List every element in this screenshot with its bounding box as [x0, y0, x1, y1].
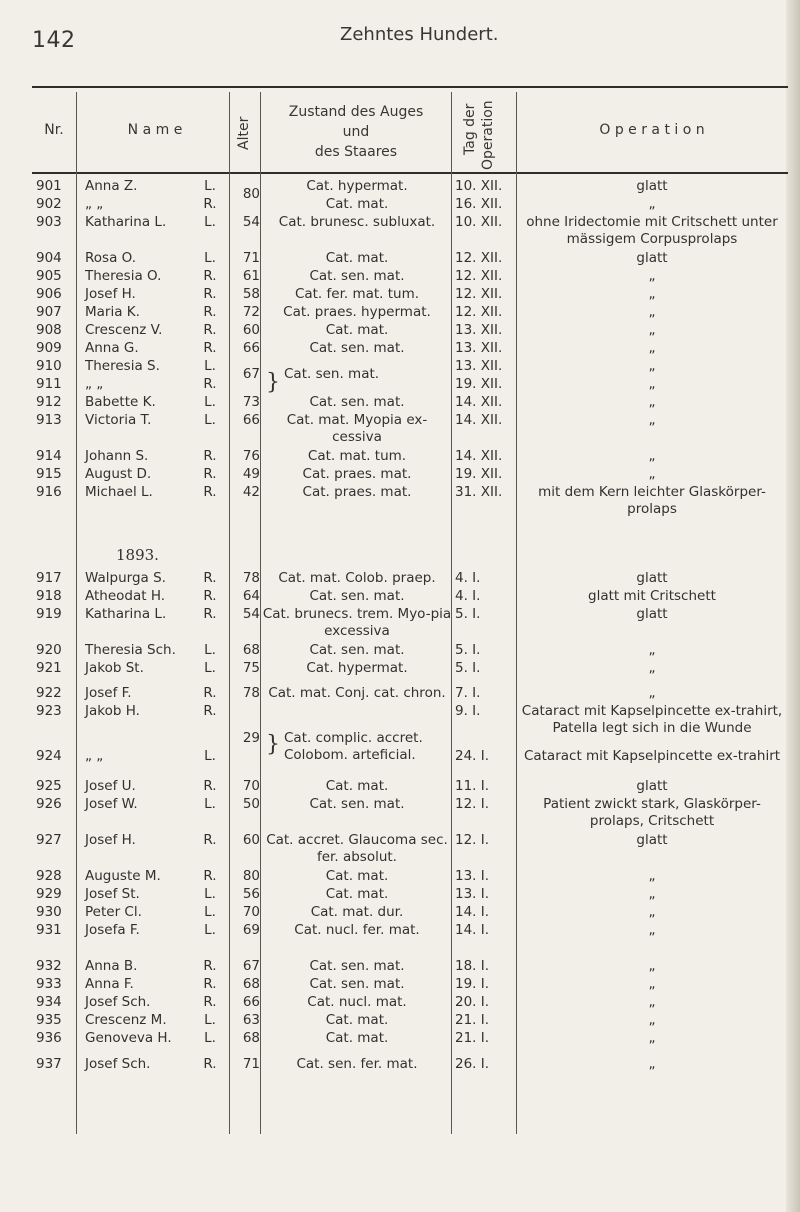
row-number: 907 — [36, 304, 62, 320]
eye-condition: Cat. mat. tum. — [307, 448, 407, 464]
row-number: 905 — [36, 268, 62, 284]
patient-name: Josef H. — [85, 286, 136, 302]
operation-date: 31. XII. — [455, 484, 503, 500]
patient-name: Theresia O. — [85, 268, 162, 284]
patient-name: Crescenz V. — [85, 322, 163, 338]
patient-age: 78 — [242, 685, 260, 701]
operation-date: 14. I. — [455, 922, 490, 938]
patient-age: 60 — [242, 322, 260, 338]
operation-result: „ — [648, 868, 656, 884]
row-number: 913 — [36, 412, 62, 428]
operation-date: 20. I. — [455, 994, 490, 1010]
col-header-date-line2: Operation — [480, 100, 496, 170]
eye-condition: Cat. mat. Conj. cat. chron. — [268, 685, 446, 701]
operation-date: 12. I. — [455, 796, 490, 812]
eye-side: L. — [204, 796, 216, 812]
patient-age: 58 — [242, 286, 260, 302]
patient-age: 71 — [242, 1056, 260, 1072]
eye-condition: Cat. mat. Colob. praep. — [278, 570, 436, 586]
eye-condition: Cat. sen. mat. — [309, 976, 405, 992]
col-header-state-line1: Zustand des Auges — [288, 104, 424, 120]
patient-age: 75 — [242, 660, 260, 676]
column-divider — [229, 92, 230, 1134]
row-number: 926 — [36, 796, 62, 812]
patient-age: 73 — [242, 394, 260, 410]
patient-name: Michael L. — [85, 484, 153, 500]
row-number: 923 — [36, 703, 62, 719]
operation-date: 14. XII. — [455, 448, 503, 464]
operation-date: 19. I. — [455, 976, 490, 992]
row-number: 921 — [36, 660, 62, 676]
row-number: 924 — [36, 748, 62, 764]
patient-age: 66 — [242, 994, 260, 1010]
row-number: 922 — [36, 685, 62, 701]
eye-condition: Cat. nucl. fer. mat. — [294, 922, 420, 938]
patient-name: Walpurga S. — [85, 570, 166, 586]
eye-condition: Cat. nucl. mat. — [307, 994, 407, 1010]
top-rule — [32, 86, 788, 88]
eye-side: R. — [203, 868, 217, 884]
eye-side: L. — [204, 748, 216, 764]
eye-condition: Cat. mat. — [325, 322, 389, 338]
eye-condition: Cat. sen. mat. — [309, 642, 405, 658]
operation-result: glatt — [636, 606, 668, 622]
eye-side: L. — [204, 1030, 216, 1046]
eye-side: L. — [204, 922, 216, 938]
operation-result: „ — [648, 268, 656, 284]
eye-side: R. — [203, 570, 217, 586]
operation-result: Cataract mit Kapselpincette ex-trahirt, Patella legt sich in die Wunde — [521, 703, 783, 736]
operation-result: „ — [648, 685, 656, 701]
patient-age: 67 — [242, 366, 260, 382]
row-number: 931 — [36, 922, 62, 938]
operation-result: „ — [648, 394, 656, 410]
eye-side: L. — [204, 178, 216, 194]
row-number: 906 — [36, 286, 62, 302]
operation-result: mit dem Kern leichter Glaskörper-prolaps — [538, 484, 766, 517]
patient-name: August D. — [85, 466, 152, 482]
eye-side: L. — [204, 394, 216, 410]
patient-age: 66 — [242, 412, 260, 428]
patient-name: Theresia S. — [85, 358, 160, 374]
patient-name: Josef Sch. — [85, 1056, 151, 1072]
eye-side: R. — [203, 322, 217, 338]
patient-name: Theresia Sch. — [85, 642, 176, 658]
operation-date: 13. XII. — [455, 358, 503, 374]
eye-side: R. — [203, 286, 217, 302]
patient-name: „ „ — [85, 748, 104, 764]
patient-age: 54 — [242, 606, 260, 622]
eye-condition: Cat. mat. — [325, 196, 389, 212]
operation-result: glatt — [636, 250, 668, 266]
patient-age: 76 — [242, 448, 260, 464]
brace: } — [266, 732, 280, 757]
eye-side: R. — [203, 268, 217, 284]
operation-result: „ — [648, 196, 656, 212]
operation-date: 12. XII. — [455, 250, 503, 266]
operation-result: „ — [648, 412, 656, 428]
col-header-nr: Nr. — [44, 122, 64, 138]
eye-side: R. — [203, 976, 217, 992]
patient-name: Josef U. — [85, 778, 136, 794]
eye-condition: Cat. hypermat. — [306, 178, 408, 194]
row-number: 908 — [36, 322, 62, 338]
row-number: 916 — [36, 484, 62, 500]
patient-age: 80 — [242, 186, 260, 202]
eye-side: R. — [203, 466, 217, 482]
operation-result: „ — [648, 660, 656, 676]
patient-age: 50 — [242, 796, 260, 812]
operation-date: 13. XII. — [455, 322, 503, 338]
operation-result: „ — [648, 1056, 656, 1072]
eye-side: R. — [203, 703, 217, 719]
operation-result: „ — [648, 466, 656, 482]
patient-name: Josef Sch. — [85, 994, 151, 1010]
operation-date: 12. XII. — [455, 304, 503, 320]
col-header-age: Alter — [236, 116, 252, 150]
operation-result: „ — [648, 922, 656, 938]
operation-date: 5. I. — [455, 660, 481, 676]
patient-age: 70 — [242, 904, 260, 920]
operation-date: 11. I. — [455, 778, 490, 794]
patient-age: 63 — [242, 1012, 260, 1028]
operation-date: 14. XII. — [455, 394, 503, 410]
row-number: 918 — [36, 588, 62, 604]
patient-name: Josefa F. — [85, 922, 140, 938]
column-divider — [76, 92, 77, 1134]
operation-date: 24. I. — [455, 748, 490, 764]
patient-age: 29 — [242, 730, 260, 746]
row-number: 902 — [36, 196, 62, 212]
row-number: 925 — [36, 778, 62, 794]
eye-side: L. — [204, 358, 216, 374]
eye-side: L. — [204, 412, 216, 428]
row-number: 904 — [36, 250, 62, 266]
row-number: 920 — [36, 642, 62, 658]
patient-age: 72 — [242, 304, 260, 320]
row-number: 912 — [36, 394, 62, 410]
operation-date: 10. XII. — [455, 214, 503, 230]
eye-side: R. — [203, 196, 217, 212]
operation-result: „ — [648, 1030, 656, 1046]
operation-result: glatt — [636, 570, 668, 586]
operation-result: glatt — [636, 178, 668, 194]
eye-side: R. — [203, 1056, 217, 1072]
patient-age: 80 — [242, 868, 260, 884]
eye-side: R. — [203, 832, 217, 848]
operation-result: „ — [648, 304, 656, 320]
eye-side: R. — [203, 376, 217, 392]
year-heading: 1893. — [116, 546, 159, 564]
patient-age: 71 — [242, 250, 260, 266]
patient-age: 61 — [242, 268, 260, 284]
operation-result: „ — [648, 286, 656, 302]
operation-date: 26. I. — [455, 1056, 490, 1072]
brace: } — [266, 370, 280, 395]
operation-date: 13. I. — [455, 868, 490, 884]
operation-result: „ — [648, 642, 656, 658]
row-number: 910 — [36, 358, 62, 374]
column-divider — [260, 92, 261, 1134]
eye-condition: Cat. hypermat. — [306, 660, 408, 676]
patient-age: 60 — [242, 832, 260, 848]
operation-result: „ — [648, 358, 656, 374]
operation-result: „ — [648, 994, 656, 1010]
patient-age: 70 — [242, 778, 260, 794]
patient-name: Josef H. — [85, 832, 136, 848]
operation-date: 18. I. — [455, 958, 490, 974]
patient-name: Crescenz M. — [85, 1012, 167, 1028]
eye-condition: Cat. sen. mat. — [309, 588, 405, 604]
eye-condition: Cat. mat. dur. — [310, 904, 404, 920]
operation-date: 12. XII. — [455, 286, 503, 302]
row-number: 929 — [36, 886, 62, 902]
operation-result: „ — [648, 340, 656, 356]
operation-date: 4. I. — [455, 570, 481, 586]
patient-age: 68 — [242, 976, 260, 992]
eye-condition: Cat. mat. — [325, 250, 389, 266]
eye-condition: Cat. praes. hypermat. — [283, 304, 431, 320]
patient-age: 78 — [242, 570, 260, 586]
operation-date: 10. XII. — [455, 178, 503, 194]
operation-date: 21. I. — [455, 1012, 490, 1028]
patient-name: Jakob St. — [85, 660, 144, 676]
eye-side: L. — [204, 886, 216, 902]
eye-condition: Cat. sen. fer. mat. — [296, 1056, 418, 1072]
eye-condition: Cat. sen. mat. — [309, 340, 405, 356]
col-header-state-line3: des Staares — [314, 144, 398, 160]
patient-name: Auguste M. — [85, 868, 161, 884]
patient-name: Peter Cl. — [85, 904, 142, 920]
eye-condition: Cat. brunesc. subluxat. — [278, 214, 436, 230]
patient-name: Atheodat H. — [85, 588, 166, 604]
patient-name: Katharina L. — [85, 214, 167, 230]
eye-side: R. — [203, 484, 217, 500]
operation-result: Cataract mit Kapselpincette ex-trahirt — [523, 748, 781, 764]
operation-result: glatt mit Critschett — [588, 588, 716, 604]
row-number: 935 — [36, 1012, 62, 1028]
eye-condition: Cat. sen. mat. — [309, 394, 405, 410]
operation-date: 14. I. — [455, 904, 490, 920]
eye-condition: Cat. sen. mat. — [284, 366, 380, 382]
operation-date: 13. XII. — [455, 340, 503, 356]
header-rule — [32, 172, 788, 174]
row-number: 903 — [36, 214, 62, 230]
eye-side: R. — [203, 340, 217, 356]
row-number: 917 — [36, 570, 62, 586]
patient-name: Anna G. — [85, 340, 139, 356]
col-header-date-line1: Tag der — [462, 103, 478, 155]
eye-side: L. — [204, 1012, 216, 1028]
eye-condition: Cat. mat. — [325, 1012, 389, 1028]
patient-age: 66 — [242, 340, 260, 356]
patient-name: Anna F. — [85, 976, 134, 992]
eye-condition: Cat. mat. — [325, 778, 389, 794]
operation-date: 5. I. — [455, 606, 481, 622]
operation-result: glatt — [636, 778, 668, 794]
patient-name: Anna Z. — [85, 178, 138, 194]
eye-side: R. — [203, 994, 217, 1010]
row-number: 919 — [36, 606, 62, 622]
patient-name: Josef St. — [85, 886, 140, 902]
patient-name: „ „ — [85, 196, 104, 212]
eye-condition: Cat. mat. — [325, 868, 389, 884]
eye-condition: Cat. mat. — [325, 886, 389, 902]
eye-condition: Cat. sen. mat. — [309, 268, 405, 284]
patient-name: Maria K. — [85, 304, 140, 320]
col-header-state-line2: und — [342, 124, 370, 140]
eye-condition: Cat. accret. Glaucoma sec. fer. absolut. — [266, 832, 448, 865]
operation-result: „ — [648, 886, 656, 902]
operation-date: 4. I. — [455, 588, 481, 604]
row-number: 934 — [36, 994, 62, 1010]
patient-age: 68 — [242, 1030, 260, 1046]
col-header-operation: O p e r a t i o n — [599, 122, 705, 138]
eye-condition: Cat. praes. mat. — [302, 466, 412, 482]
row-number: 937 — [36, 1056, 62, 1072]
operation-date: 19. XII. — [455, 376, 503, 392]
eye-side: R. — [203, 958, 217, 974]
operation-result: „ — [648, 322, 656, 338]
eye-condition: Cat. sen. mat. — [309, 958, 405, 974]
page-number: 142 — [32, 28, 76, 53]
col-header-name: N a m e — [127, 122, 183, 138]
operation-result: „ — [648, 376, 656, 392]
eye-side: L. — [204, 642, 216, 658]
patient-name: Rosa O. — [85, 250, 137, 266]
patient-age: 67 — [242, 958, 260, 974]
eye-condition: Cat. fer. mat. tum. — [294, 286, 420, 302]
patient-name: Anna B. — [85, 958, 138, 974]
patient-age: 42 — [242, 484, 260, 500]
operation-date: 7. I. — [455, 685, 481, 701]
eye-side: L. — [204, 250, 216, 266]
operation-date: 21. I. — [455, 1030, 490, 1046]
operation-result: „ — [648, 958, 656, 974]
operation-result: „ — [648, 1012, 656, 1028]
patient-name: Katharina L. — [85, 606, 167, 622]
eye-side: L. — [204, 660, 216, 676]
row-number: 911 — [36, 376, 62, 392]
patient-age: 49 — [242, 466, 260, 482]
row-number: 927 — [36, 832, 62, 848]
eye-side: R. — [203, 588, 217, 604]
operation-date: 12. XII. — [455, 268, 503, 284]
eye-condition: Cat. praes. mat. — [302, 484, 412, 500]
patient-name: Victoria T. — [85, 412, 152, 428]
patient-age: 68 — [242, 642, 260, 658]
eye-condition: Cat. mat. — [325, 1030, 389, 1046]
row-number: 901 — [36, 178, 62, 194]
eye-side: L. — [204, 904, 216, 920]
eye-side: R. — [203, 606, 217, 622]
patient-name: Jakob H. — [85, 703, 140, 719]
operation-date: 16. XII. — [455, 196, 503, 212]
eye-condition: Cat. sen. mat. — [309, 796, 405, 812]
operation-result: „ — [648, 448, 656, 464]
operation-result: ohne Iridectomie mit Critschett unter mässigem Corpusprolaps — [526, 214, 778, 247]
patient-name: Josef W. — [85, 796, 138, 812]
patient-name: Josef F. — [85, 685, 132, 701]
patient-name: Babette K. — [85, 394, 156, 410]
row-number: 928 — [36, 868, 62, 884]
operation-date: 12. I. — [455, 832, 490, 848]
operation-result: Patient zwickt stark, Glaskörper-prolaps, Critschett — [543, 796, 761, 829]
patient-age: 56 — [242, 886, 260, 902]
patient-age: 69 — [242, 922, 260, 938]
eye-condition: Cat. brunecs. trem. Myo-pia excessiva — [262, 606, 452, 639]
operation-date: 14. XII. — [455, 412, 503, 428]
operation-result: glatt — [636, 832, 668, 848]
eye-side: L. — [204, 214, 216, 230]
row-number: 936 — [36, 1030, 62, 1046]
operation-date: 5. I. — [455, 642, 481, 658]
eye-condition: Cat. mat. Myopia ex-cessiva — [286, 412, 428, 445]
row-number: 914 — [36, 448, 62, 464]
operation-date: 19. XII. — [455, 466, 503, 482]
eye-side: R. — [203, 304, 217, 320]
patient-name: Genoveva H. — [85, 1030, 172, 1046]
row-number: 930 — [36, 904, 62, 920]
operation-result: „ — [648, 976, 656, 992]
eye-side: R. — [203, 685, 217, 701]
patient-age: 64 — [242, 588, 260, 604]
page-edge — [786, 0, 800, 1212]
patient-name: „ „ — [85, 376, 104, 392]
eye-condition: Cat. complic. accret. Colobom. arteficial. — [284, 730, 423, 763]
col-header-state — [262, 102, 450, 162]
row-number: 915 — [36, 466, 62, 482]
operation-result: „ — [648, 904, 656, 920]
row-number: 909 — [36, 340, 62, 356]
row-number: 933 — [36, 976, 62, 992]
operation-date: 13. I. — [455, 886, 490, 902]
eye-side: R. — [203, 778, 217, 794]
eye-side: R. — [203, 448, 217, 464]
row-number: 932 — [36, 958, 62, 974]
running-head: Zehntes Hundert. — [340, 24, 499, 45]
operation-date: 9. I. — [455, 703, 481, 719]
patient-age: 54 — [242, 214, 260, 230]
patient-name: Johann S. — [85, 448, 149, 464]
